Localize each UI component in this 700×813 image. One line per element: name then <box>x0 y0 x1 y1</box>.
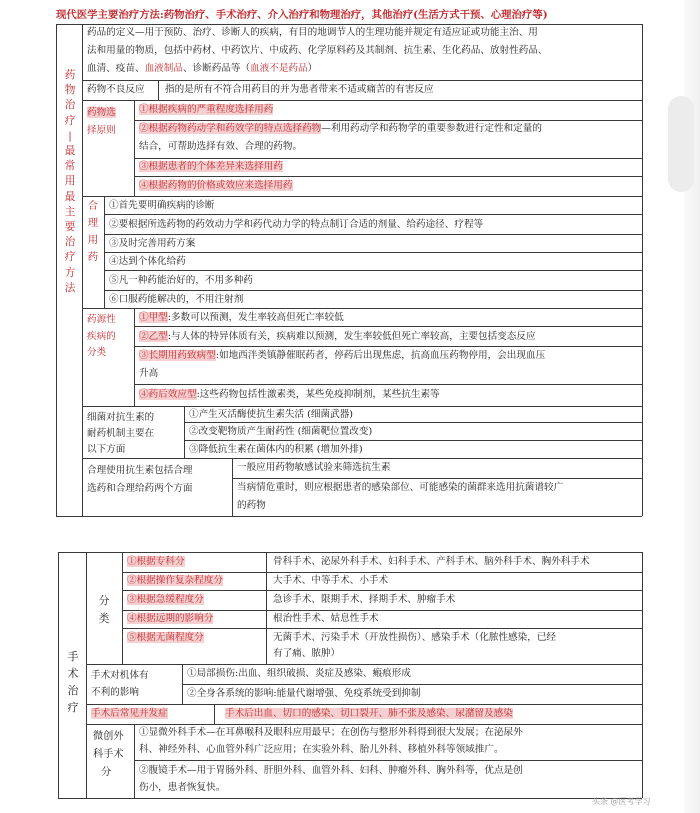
surgery-therapy-label: 手 术 治 疗 <box>67 650 79 714</box>
drug-selection-label: 药物选 择原则 <box>87 107 116 136</box>
surgery-adverse-label: 手术对机体有 不利的影响 <box>91 670 149 698</box>
antibiotic-use-label: 合理使用抗生素包括合理 选药和合理给药两个方面 <box>87 465 193 494</box>
rational-use-label: 合 理 用 药 <box>87 200 99 263</box>
resistance-label: 细菌对抗生素的 耐药机制主要在 以下方面 <box>87 412 155 455</box>
classification-label: 分 类 <box>98 595 110 625</box>
complication-text: 手术后出血、切口的感染、切口裂开、肺不张及感染、尿潴留及感染 <box>225 708 513 719</box>
complication-label: 手术后常见并发症 <box>91 708 168 719</box>
scrollbar-thumb[interactable] <box>668 96 694 192</box>
adverse-reaction-text: 指的是所有不符合用药目的并为患者带来不适或痛苦的有害反应 <box>165 84 434 95</box>
minimal-invasive-label: 微创外 科手术 分 <box>93 731 124 778</box>
page-title: 现代医学主要治疗方法:药物治疗、手术治疗、介入治疗和物理治疗，其他治疗(生活方式干预、心理治疗等) <box>56 9 548 21</box>
drug-induced-disease-label: 药源性 疾病的 分类 <box>87 314 116 358</box>
watermark: 头条 @医考学习 <box>592 797 651 806</box>
adverse-reaction-label: 药物不良反应 <box>87 84 145 95</box>
drug-therapy-label: 药 物 治 疗 | 最 常 用 最 主 要 治 疗 方 法 <box>64 69 76 294</box>
